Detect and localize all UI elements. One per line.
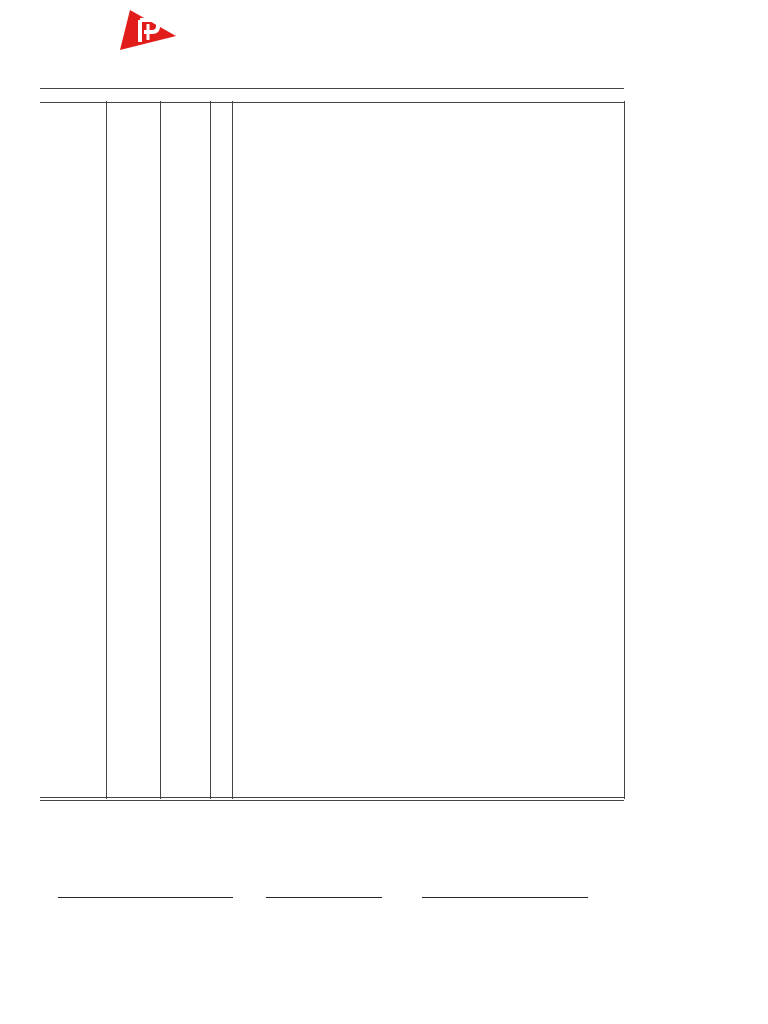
table-row [160,665,624,677]
table-row [160,103,624,115]
table-row [160,531,624,543]
table-row [160,640,624,652]
table-row [160,689,624,701]
table-row [160,201,624,213]
table-row [160,323,624,335]
table-row [160,225,624,237]
table-row [160,127,624,139]
table-row [160,506,624,518]
table-row [160,115,624,127]
table-row [160,701,624,713]
table-row [160,274,624,286]
table-row [160,140,624,152]
table-row [160,348,624,360]
shipper-signature-line [58,897,233,898]
table-row [160,250,624,262]
table-row [160,543,624,555]
table-row [160,457,624,469]
table-row [160,384,624,396]
table-row [160,494,624,506]
table-row [160,592,624,604]
table-row [160,421,624,433]
table-row [160,311,624,323]
table-row [160,628,624,640]
table-row [160,604,624,616]
table-row [160,518,624,530]
table-row [160,360,624,372]
table-row [160,760,624,772]
master-signature-line [422,897,588,898]
company-logo [38,10,250,62]
table-row [160,714,624,726]
column-divider [624,101,625,799]
table-row [160,555,624,567]
table-row [160,653,624,665]
table-row [160,409,624,421]
table-row [160,433,624,445]
table-row [160,396,624,408]
table-bottom-border [40,800,624,801]
table-row [160,164,624,176]
table-row [160,482,624,494]
table-row [160,287,624,299]
table-row [160,616,624,628]
table-row [160,445,624,457]
table-row [160,152,624,164]
column-divider [106,101,107,799]
table-row [160,176,624,188]
table-row [160,262,624,274]
table-row [160,213,624,225]
table-row [160,677,624,689]
table-header-bar [40,88,624,103]
table-bottom-border [40,797,624,798]
table-row [160,470,624,482]
table-row [160,579,624,591]
table-row [160,567,624,579]
table-row [160,372,624,384]
agent-signature-line [266,897,382,898]
table-row [160,726,624,738]
table-row [160,188,624,200]
table-row [160,299,624,311]
penascop-logo-icon [120,10,176,50]
table-row [160,335,624,347]
table-row [160,738,624,750]
